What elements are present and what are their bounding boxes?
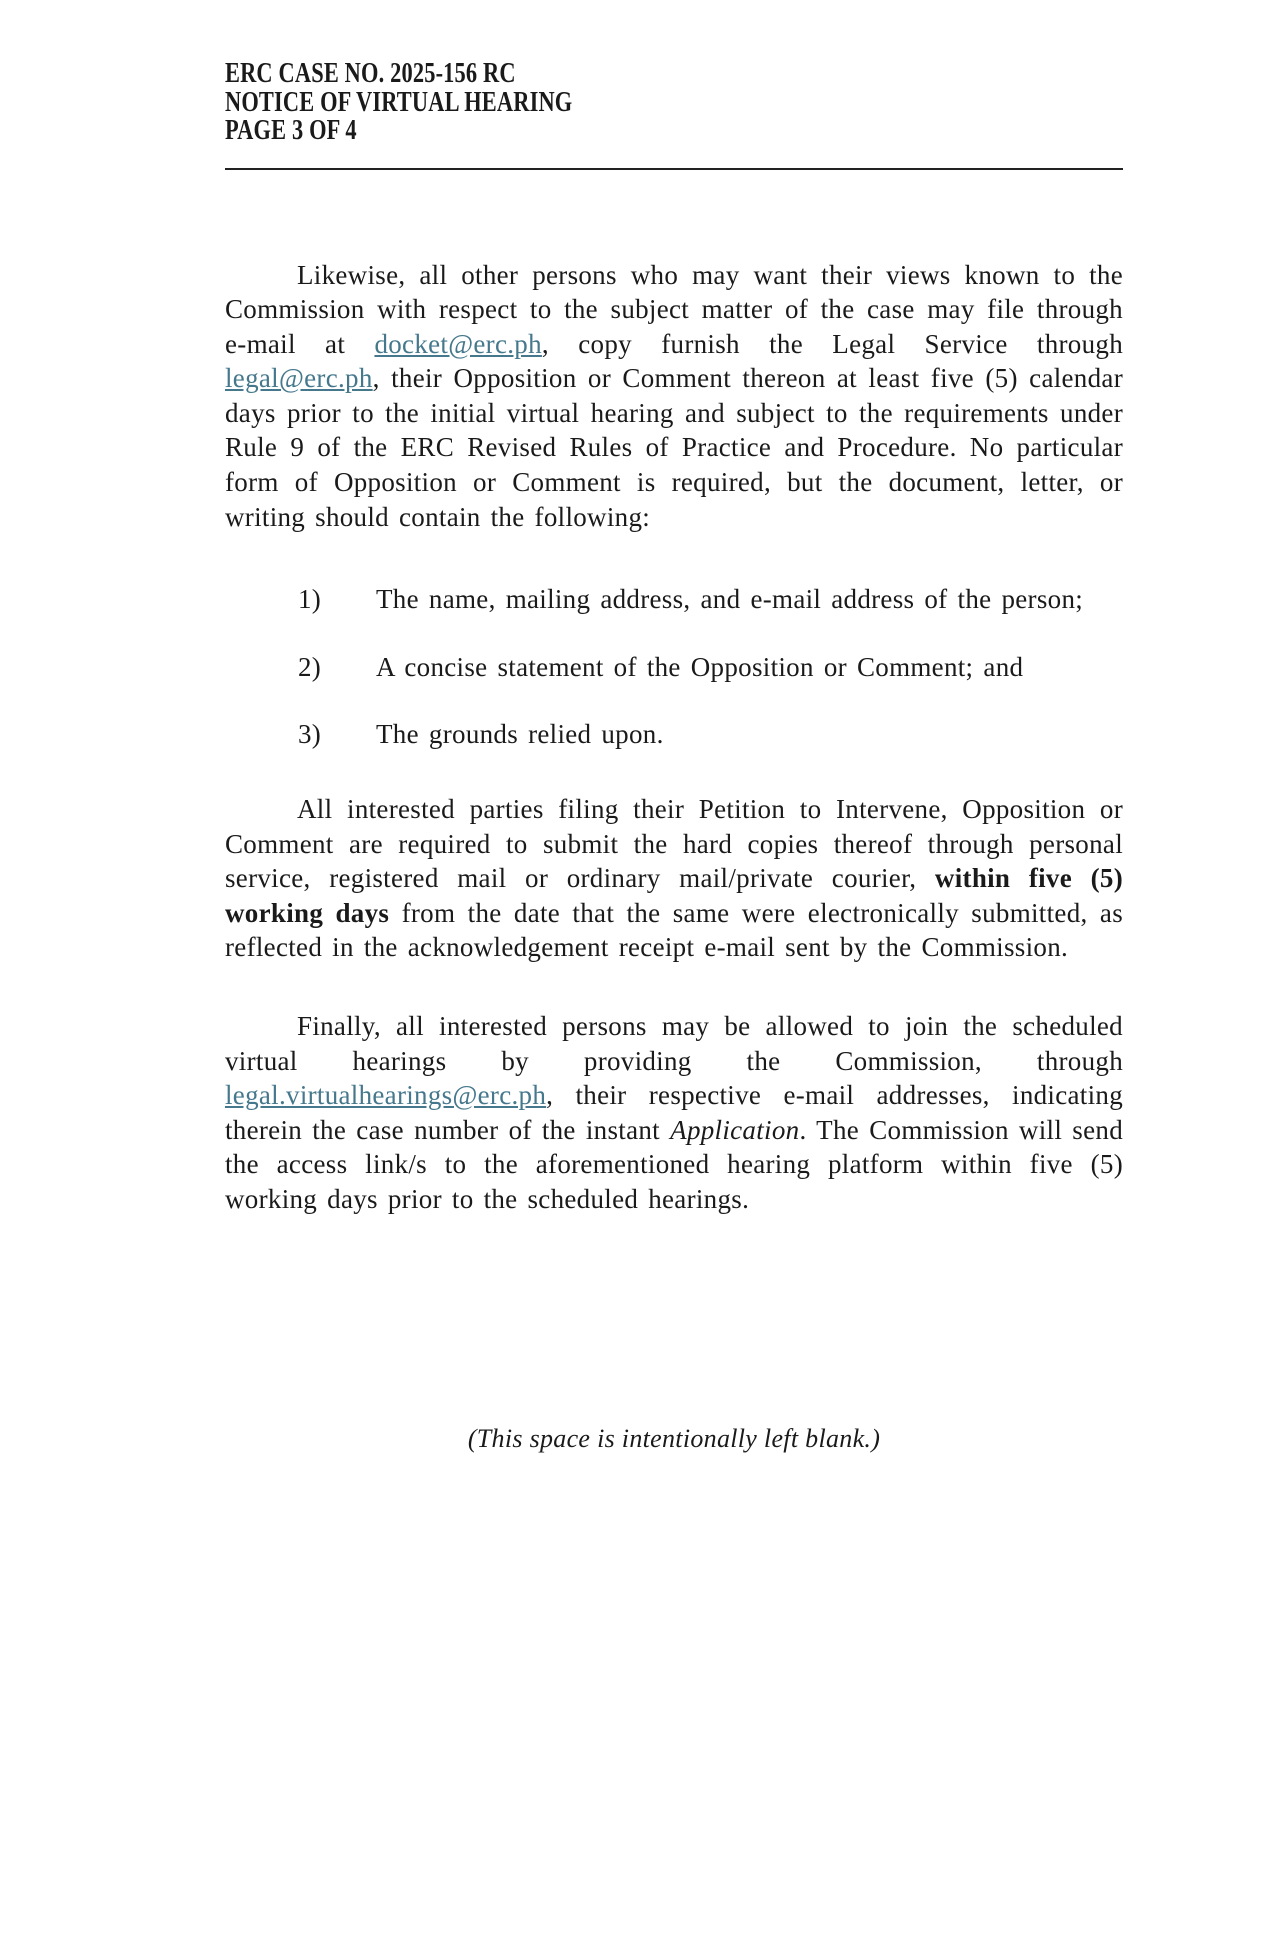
header-rule <box>225 168 1123 170</box>
text-run: , their respective e-mail addresses, indicating therein the case number of the instant <box>225 1080 1123 1145</box>
case-number: ERC CASE NO. 2025-156 RC <box>225 58 516 89</box>
text-run: , copy furnish the Legal Service through <box>541 328 1124 359</box>
list-item <box>225 717 1123 752</box>
italic-text-run: Application <box>670 1114 800 1145</box>
text-run: Likewise, all other persons who may want their views known to the Commission with respect to the subject matter of the case may file through e-mail at <box>225 259 1123 359</box>
email-link[interactable]: legal@erc.ph <box>225 363 373 394</box>
text-run: . The Commission will send the access link/s to the aforementioned hearing platform within five (5) working days prior to the scheduled hearings. <box>225 1114 1123 1214</box>
email-link[interactable]: docket@erc.ph <box>374 328 542 359</box>
document-title: NOTICE OF VIRTUAL HEARING <box>225 86 573 118</box>
list-item-text: A concise statement of the Opposition or Comment; and <box>376 651 1024 682</box>
text-run: Finally, all interested persons may be allowed to join the scheduled virtual hearings by providing the Commission, through <box>225 1011 1123 1076</box>
bold-text-run: within five (5) working days <box>225 863 1123 928</box>
list-item <box>225 582 1123 617</box>
paragraph-virtual-hearing-access <box>225 1009 1123 1217</box>
page-indicator: PAGE 3 OF 4 <box>225 115 357 146</box>
list-item-text: The name, mailing address, and e-mail address of the person; <box>376 584 1084 615</box>
email-link[interactable]: legal.virtualhearings@erc.ph <box>225 1080 547 1111</box>
document-content <box>225 60 1123 1456</box>
blank-space-note: (This space is intentionally left blank.) <box>467 1423 881 1453</box>
paragraph-opposition-filing <box>225 258 1123 535</box>
list-item-number: 3) <box>298 719 322 750</box>
text-run: from the date that the same were electronically submitted, as reflected in the acknowledgement receipt e-mail sent by the Commission. <box>225 897 1124 963</box>
requirements-list <box>225 582 1123 752</box>
list-item <box>225 650 1123 685</box>
list-item-text: The grounds relied upon. <box>376 719 664 750</box>
list-item-number: 2) <box>298 651 322 682</box>
document-header <box>225 60 943 146</box>
list-item-number: 1) <box>298 584 322 615</box>
text-run: , their Opposition or Comment thereon at least five (5) calendar days prior to the initial virtual hearing and subject to the requirements under Rule 9 of the ERC Revised Rules of Practice and Procedure. No particular form of Opposition or Comment is required, but the document, letter, or writing should contain the following: <box>225 363 1123 532</box>
text-run: All interested parties filing their Petition to Intervene, Opposition or Comment are required to submit the hard copies thereof through personal service, registered mail or ordinary mail/private courier, <box>225 794 1123 894</box>
paragraph-hard-copies <box>225 792 1123 965</box>
